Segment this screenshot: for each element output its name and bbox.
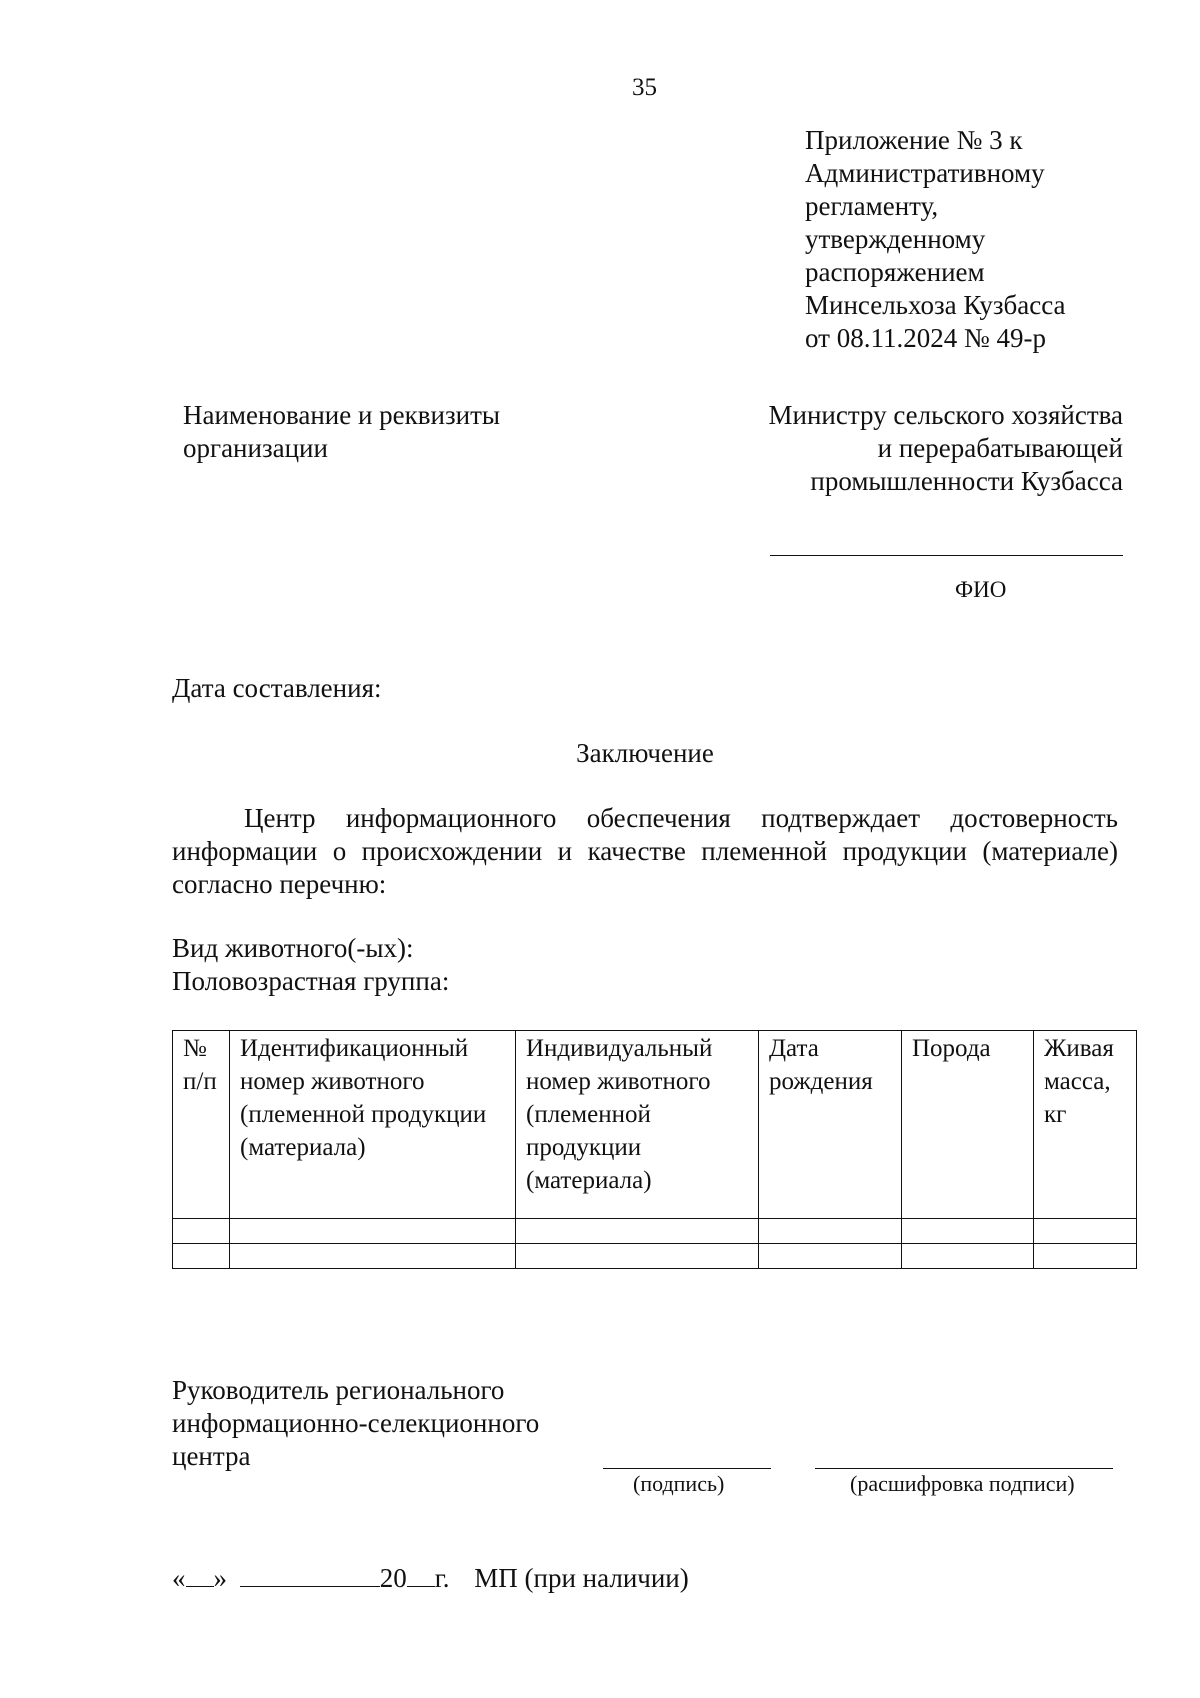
organization-line: организации — [183, 433, 328, 463]
date-line — [172, 1562, 689, 1595]
appendix-line: Приложение № 3 к — [805, 125, 1023, 155]
page-number: 35 — [632, 74, 657, 101]
recipient-line: и перерабатывающей — [877, 433, 1123, 463]
sex-age-group-field: Половозрастная группа: — [172, 966, 450, 996]
conclusion-paragraph — [172, 802, 1118, 901]
table-cell — [902, 1219, 1034, 1244]
header-individual-number: Индивидуальный номер животного (племенной продукции (материала) — [516, 1031, 759, 1219]
table-cell — [173, 1219, 230, 1244]
organization-line: Наименование и реквизиты — [183, 400, 501, 430]
date-label: Дата составления: — [172, 673, 382, 703]
recipient-line: промышленности Кузбасса — [810, 466, 1123, 496]
signatory-line: Руководитель регионального — [172, 1375, 505, 1405]
organization-label — [183, 399, 500, 465]
signatory-line: информационно-селекционного — [172, 1408, 540, 1438]
header-breed: Порода — [902, 1031, 1034, 1219]
table-row — [173, 1219, 1137, 1244]
day-blank — [186, 1564, 214, 1587]
appendix-line: регламенту, — [805, 191, 939, 221]
paragraph-line: Центр информационного обеспечения подтверждает достоверность — [244, 803, 1118, 833]
table-cell — [902, 1244, 1034, 1269]
appendix-line: Административному — [805, 158, 1045, 188]
appendix-line: утвержденному — [805, 224, 986, 254]
table-row — [173, 1244, 1137, 1269]
appendix-line: распоряжением — [805, 257, 985, 287]
month-blank — [240, 1564, 380, 1587]
signature-decode-line — [815, 1468, 1113, 1469]
recipient-line: Министру сельского хозяйства — [768, 400, 1123, 430]
fio-label: ФИО — [955, 577, 1007, 602]
signature-decode-label: (расшифровка подписи) — [850, 1471, 1075, 1496]
header-identification-number: Идентификационный номер животного (племенной продукции (материала) — [230, 1031, 516, 1219]
document-title: Заключение — [576, 738, 714, 768]
table-cell — [1034, 1219, 1137, 1244]
year-prefix: 20 — [379, 1563, 407, 1593]
animal-type-field: Вид животного(-ых): — [172, 933, 414, 963]
appendix-note — [805, 124, 1066, 355]
signature-label: (подпись) — [633, 1471, 725, 1496]
header-number: № п/п — [173, 1031, 230, 1219]
table-cell — [1034, 1244, 1137, 1269]
table-cell — [230, 1219, 516, 1244]
animals-table — [172, 1030, 1137, 1269]
fio-underline — [770, 555, 1123, 556]
stamp-note: МП (при наличии) — [474, 1563, 689, 1593]
paragraph-line: согласно перечню: — [172, 869, 387, 899]
year-blank — [407, 1564, 435, 1587]
table-cell — [173, 1244, 230, 1269]
table-cell — [516, 1244, 759, 1269]
signatory-line: центра — [172, 1441, 251, 1471]
table-cell — [230, 1244, 516, 1269]
table-header-row — [173, 1031, 1137, 1219]
year-suffix: г. — [434, 1563, 450, 1593]
close-quote: » — [213, 1563, 227, 1593]
header-birth-date: Дата рождения — [759, 1031, 902, 1219]
signature-line — [603, 1468, 771, 1469]
signatory-title — [172, 1374, 539, 1473]
header-live-weight: Живая масса, кг — [1034, 1031, 1137, 1219]
table-cell — [759, 1219, 902, 1244]
open-quote: « — [172, 1563, 186, 1593]
paragraph-line: информации о происхождении и качестве племенной продукции (материале) — [172, 836, 1118, 866]
appendix-line: от 08.11.2024 № 49-р — [805, 323, 1046, 353]
appendix-line: Минсельхоза Кузбасса — [805, 290, 1066, 320]
table-cell — [759, 1244, 902, 1269]
recipient-block — [703, 399, 1123, 498]
table-cell — [516, 1219, 759, 1244]
